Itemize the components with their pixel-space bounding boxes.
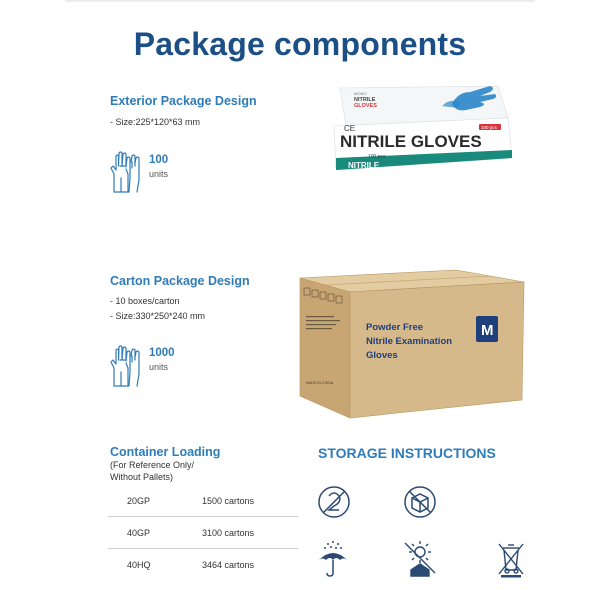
- container-type-40hq: 40HQ: [127, 560, 151, 570]
- carton-label-line1: Powder Free: [366, 322, 424, 333]
- keep-dry-icon: [316, 540, 350, 578]
- carton-units: units: [149, 362, 169, 372]
- box-brand: MONO: [354, 91, 367, 96]
- carton-size: - Size:330*250*240 mm: [110, 311, 206, 321]
- storage-heading: STORAGE INSTRUCTIONS: [318, 445, 496, 461]
- container-type-40gp: 40GP: [127, 528, 151, 538]
- carton-label-line2: Nitrile Examination: [366, 336, 453, 347]
- container-value-40gp: 3100 cartons: [202, 528, 255, 538]
- container-note-2: Without Pallets): [110, 472, 174, 482]
- box-pcs-small: 100 pcs: [368, 154, 386, 160]
- carton-heading: Carton Package Design: [110, 274, 250, 288]
- do-not-dispose-in-bin-icon: [496, 540, 526, 578]
- box-line2: GLOVES: [354, 103, 377, 109]
- box-pcs-badge: 100 pcs: [481, 125, 497, 130]
- table-divider: [108, 548, 298, 549]
- top-divider: [65, 0, 535, 2]
- table-divider: [108, 516, 298, 517]
- carton-count: 1000: [149, 347, 175, 359]
- container-value-20gp: 1500 cartons: [202, 496, 255, 506]
- box-big-text: NITRILE GLOVES: [340, 132, 482, 151]
- gloves-icon: [108, 342, 142, 388]
- exterior-size: - Size:225*120*63 mm: [110, 117, 201, 127]
- carton-boxes: - 10 boxes/carton: [110, 296, 180, 306]
- carton-box-image: [296, 268, 526, 420]
- keep-away-from-sunlight-icon: [402, 540, 438, 578]
- box-bottom-text: NITRILE: [348, 161, 380, 170]
- container-note-1: (For Reference Only/: [110, 460, 195, 470]
- box-ce: CE: [344, 124, 356, 133]
- do-not-use-if-damaged-icon: [402, 484, 438, 520]
- carton-size-badge: M: [481, 322, 494, 339]
- page-title: Package components: [133, 26, 467, 62]
- exterior-count: 100: [149, 154, 169, 166]
- container-type-20gp: 20GP: [127, 496, 151, 506]
- box-line1: NITRILE: [354, 97, 376, 103]
- container-value-40hq: 3464 cartons: [202, 560, 255, 570]
- do-not-reuse-icon: [316, 484, 352, 520]
- exterior-heading: Exterior Package Design: [110, 94, 257, 108]
- carton-made-in: MADE IN CHINA: [306, 381, 334, 385]
- exterior-units: units: [149, 169, 169, 179]
- container-heading: Container Loading: [110, 445, 221, 459]
- carton-label-line3: Gloves: [366, 350, 398, 361]
- gloves-icon: [108, 148, 142, 194]
- nitrile-gloves-box-image: [330, 78, 520, 178]
